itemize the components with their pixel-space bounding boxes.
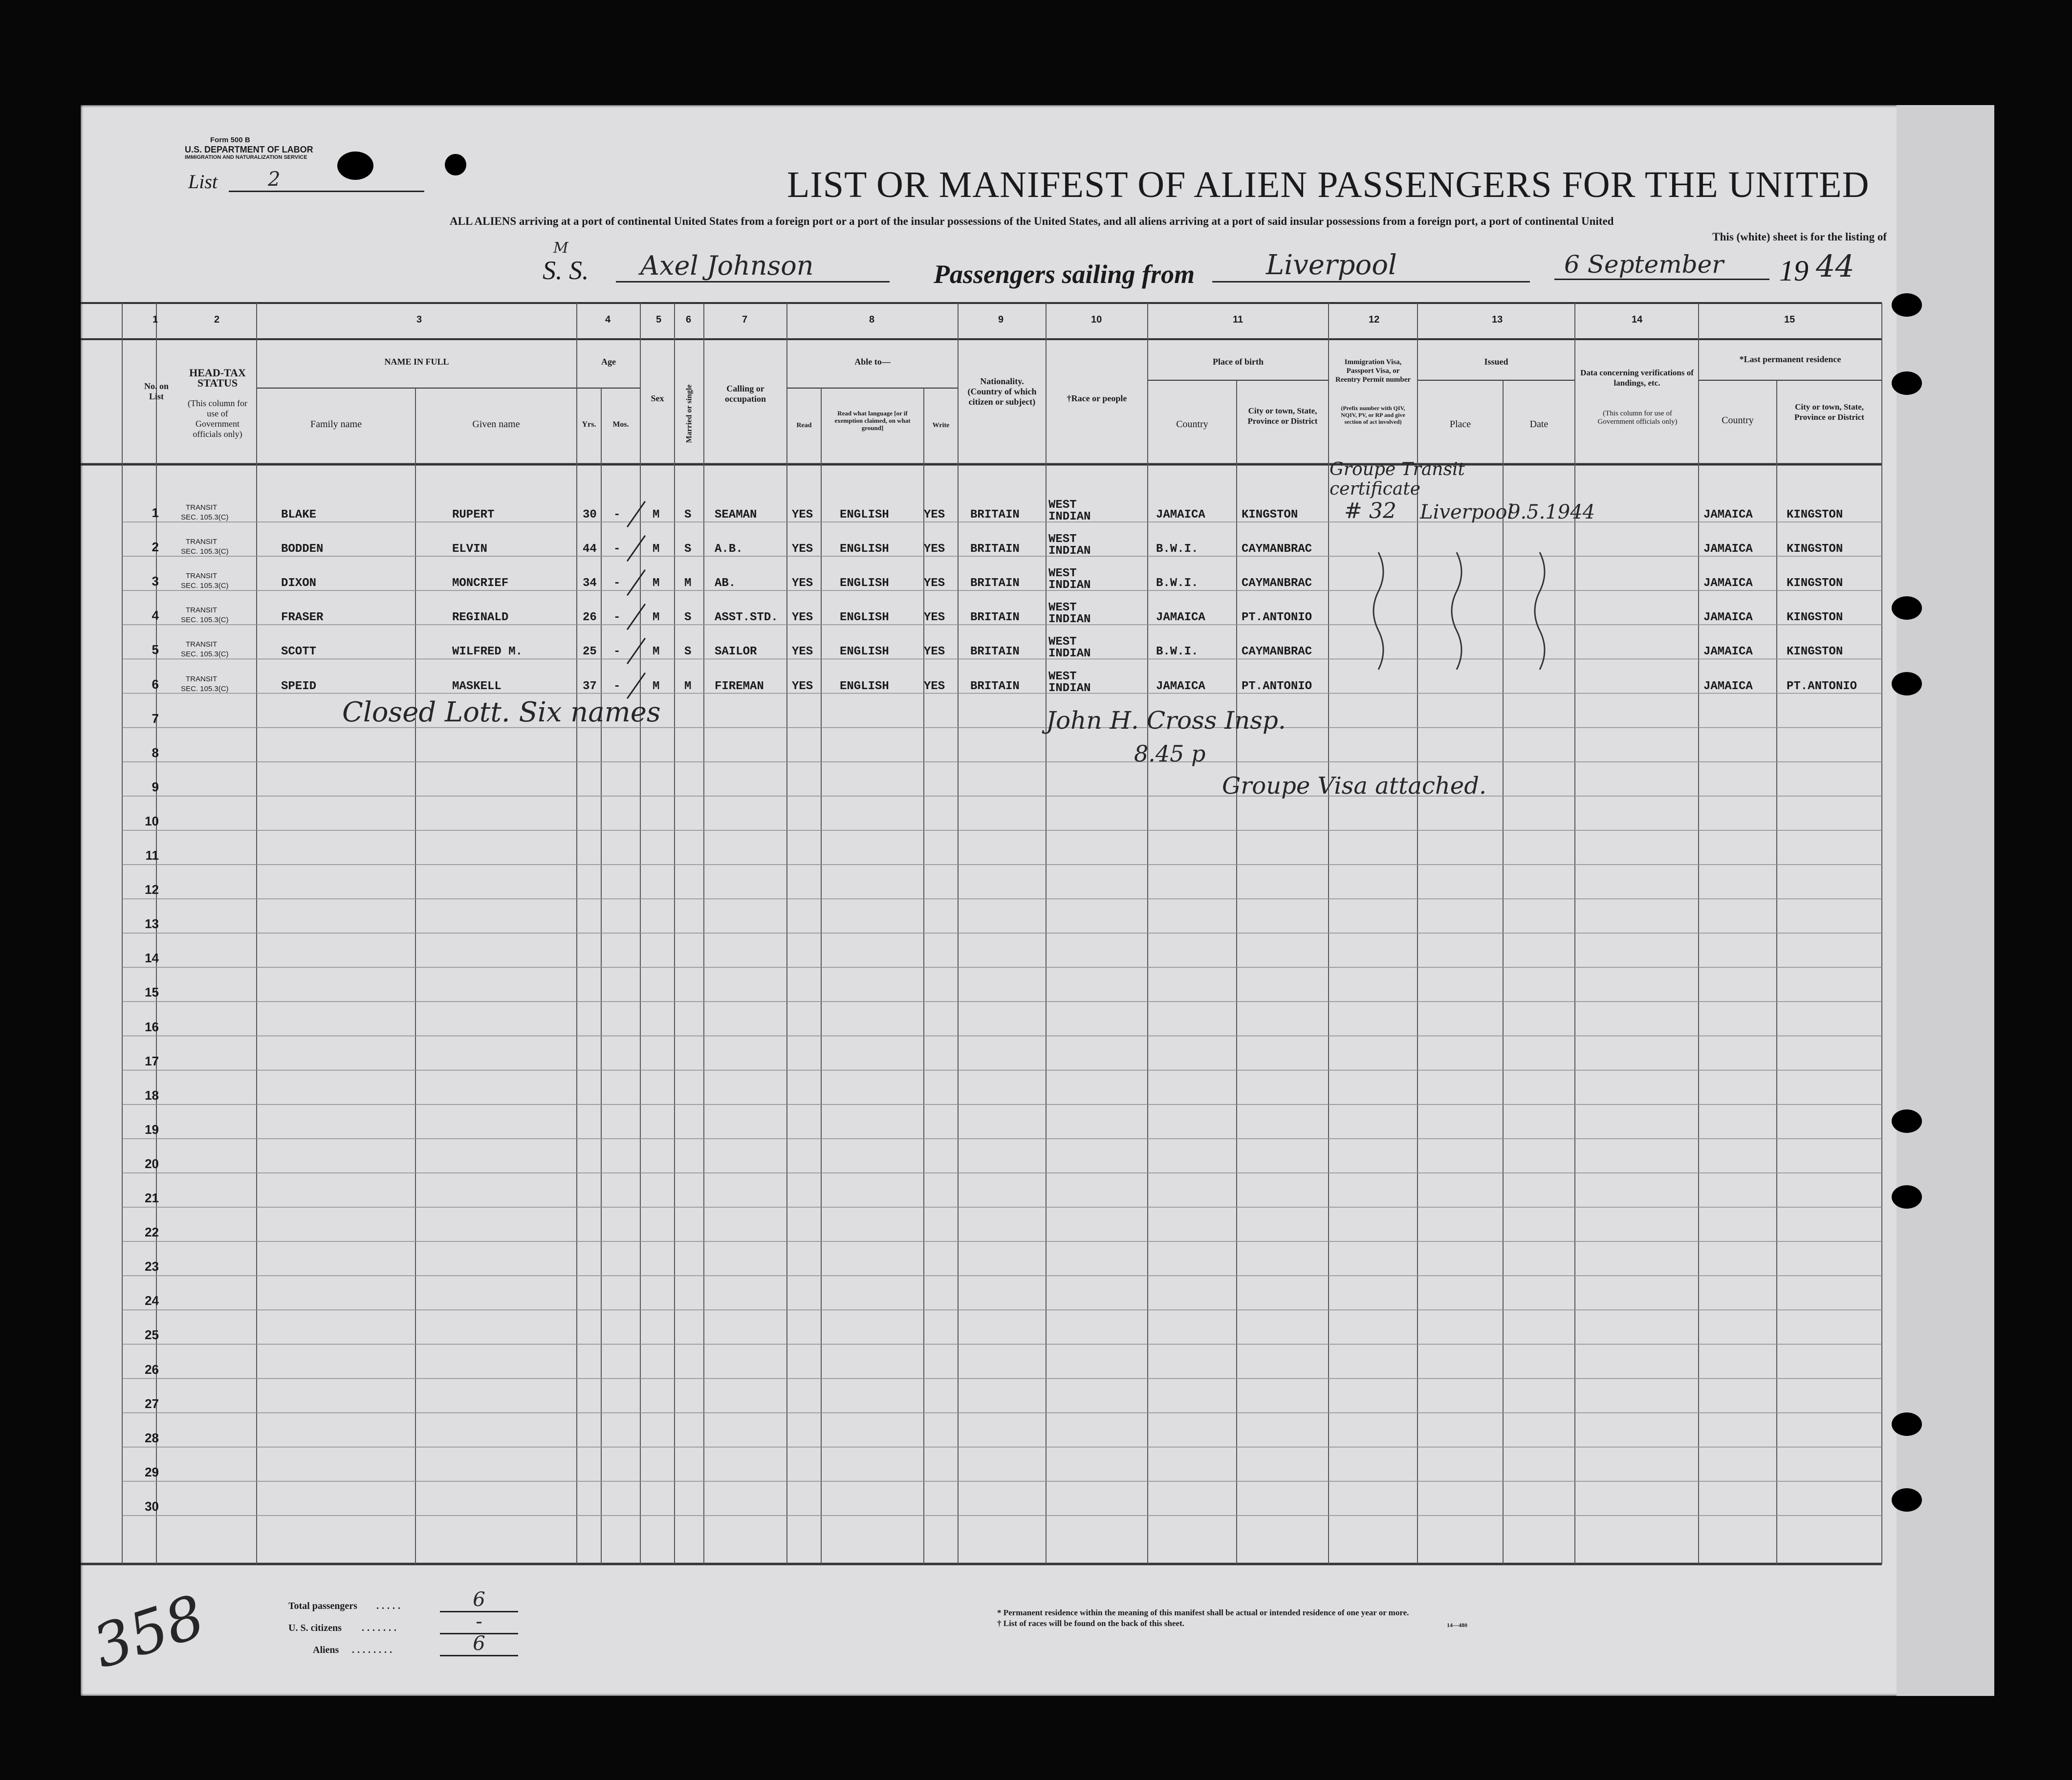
- header-age: Age: [601, 357, 616, 367]
- race-line-1: WEST: [1048, 567, 1077, 581]
- head-tax-status: TRANSIT: [186, 572, 218, 581]
- header-married: Married or single: [685, 384, 694, 443]
- row-number: 27: [145, 1396, 159, 1411]
- birth-country: JAMAICA: [1156, 611, 1205, 625]
- row-number: 26: [145, 1362, 159, 1377]
- sex: M: [653, 679, 660, 693]
- age-years: 30: [583, 508, 597, 521]
- head-tax-status: TRANSIT: [186, 674, 218, 683]
- race-line-1: WEST: [1048, 499, 1077, 512]
- handwritten-certificate: certificate: [1330, 479, 1421, 499]
- header-name-in-full: NAME IN FULL: [384, 357, 449, 367]
- column-number: 11: [1233, 314, 1243, 325]
- row-number: 17: [145, 1053, 159, 1068]
- nationality: BRITAIN: [970, 679, 1020, 693]
- row-number: 20: [145, 1156, 159, 1171]
- row-number: 3: [152, 574, 159, 589]
- sex: M: [653, 577, 660, 590]
- can-write: YES: [924, 645, 945, 659]
- race-line-1: WEST: [1048, 601, 1077, 615]
- birth-country: JAMAICA: [1156, 679, 1205, 693]
- row-number: 16: [145, 1019, 159, 1034]
- list-number: 2: [229, 168, 424, 192]
- occupation: FIREMAN: [715, 679, 764, 693]
- birth-city: PT.ANTONIO: [1242, 679, 1312, 693]
- column-number: 8: [869, 314, 875, 325]
- birth-city: CAYMANBRAC: [1242, 645, 1312, 659]
- given-name: MONCRIEF: [452, 577, 509, 590]
- column-number: 3: [416, 314, 422, 325]
- row-number: 15: [145, 985, 159, 1000]
- age-months: -: [613, 543, 621, 556]
- age-years: 26: [583, 611, 597, 625]
- sailing-date: 6 September: [1554, 250, 1769, 280]
- handwritten-cert-number: # 32: [1344, 499, 1396, 523]
- birth-country: JAMAICA: [1156, 508, 1205, 521]
- row-number: 28: [145, 1430, 159, 1445]
- year-handwritten: 44: [1816, 248, 1854, 284]
- row-number: 19: [145, 1122, 159, 1137]
- header-pob-country: Country: [1176, 419, 1208, 430]
- occupation: SEAMAN: [715, 508, 757, 521]
- residence-country: JAMAICA: [1703, 577, 1753, 590]
- header-last-residence: *Last permanent residence: [1739, 354, 1841, 364]
- row-number: 24: [145, 1293, 159, 1308]
- column-number: 6: [686, 314, 692, 325]
- nationality: BRITAIN: [970, 543, 1020, 556]
- birth-city: KINGSTON: [1242, 508, 1298, 521]
- read-language: ENGLISH: [840, 679, 889, 693]
- residence-city: PT.ANTONIO: [1787, 679, 1857, 693]
- age-years: 37: [583, 679, 597, 693]
- occupation: A.B.: [715, 543, 743, 556]
- can-read: YES: [792, 577, 813, 590]
- age-months: -: [613, 611, 621, 625]
- column-number: 5: [656, 314, 662, 325]
- residence-city: KINGSTON: [1787, 508, 1843, 521]
- header-race: †Race or people: [1067, 393, 1127, 403]
- service-name: IMMIGRATION AND NATURALIZATION SERVICE: [185, 154, 307, 160]
- age-years: 44: [583, 543, 597, 556]
- head-tax-section: SEC. 105.3(C): [181, 513, 229, 521]
- header-able-to: Able to—: [854, 357, 891, 367]
- read-language: ENGLISH: [840, 577, 889, 590]
- handwritten-group-visa: Groupe Visa attached.: [1222, 772, 1487, 800]
- header-family-name: Family name: [310, 419, 362, 430]
- row-number: 9: [152, 779, 159, 794]
- row-number: 7: [152, 711, 159, 726]
- residence-city: KINGSTON: [1787, 611, 1843, 625]
- year-prefix: 19: [1779, 255, 1809, 287]
- row-number: 22: [145, 1225, 159, 1240]
- can-read: YES: [792, 645, 813, 659]
- nationality: BRITAIN: [970, 645, 1020, 659]
- row-number: 13: [145, 916, 159, 932]
- can-write: YES: [924, 508, 945, 521]
- residence-city: KINGSTON: [1787, 577, 1843, 590]
- row-number: 2: [152, 540, 159, 555]
- header-calling: Calling or occupation: [724, 384, 766, 404]
- age-months: -: [613, 508, 621, 521]
- footnote-races: † List of races will be found on the back of this sheet.: [997, 1619, 1184, 1628]
- birth-country: B.W.I.: [1156, 645, 1199, 659]
- residence-country: JAMAICA: [1703, 679, 1753, 693]
- inspector-signature: John H. Cross Insp.: [1046, 706, 1286, 735]
- family-name: FRASER: [281, 611, 324, 625]
- row-number: 1: [152, 505, 159, 520]
- header-sex: Sex: [651, 393, 664, 403]
- age-years: 34: [583, 577, 597, 590]
- vessel-prefix: S. S.: [543, 256, 589, 285]
- aliens-label: Aliens: [313, 1645, 339, 1655]
- ditto-marks: [1369, 543, 1574, 699]
- sex: M: [653, 508, 660, 521]
- residence-country: JAMAICA: [1703, 645, 1753, 659]
- header-res-city: City or town, State, Province or District: [1794, 402, 1864, 422]
- can-write: YES: [924, 679, 945, 693]
- birth-city: CAYMANBRAC: [1242, 543, 1312, 556]
- print-code: 14—480: [1447, 1622, 1467, 1628]
- dot-leader: .......: [362, 1623, 399, 1633]
- nationality: BRITAIN: [970, 508, 1020, 521]
- footnote-residence: * Permanent residence within the meaning of this manifest shall be actual or intended residence of one year or more.: [997, 1608, 1409, 1617]
- subtitle-line-1: ALL ALIENS arriving at a port of continental United States from a foreign port or a port of the insular possessions of the United States, and all aliens arriving at a port of said insular possessions from a foreign port, a port of continental United: [450, 215, 1614, 227]
- column-number: 13: [1492, 314, 1503, 325]
- header-write: Write: [932, 422, 950, 429]
- row-number: 23: [145, 1259, 159, 1274]
- occupation: ASST.STD.: [715, 611, 778, 625]
- column-number: 12: [1369, 314, 1380, 325]
- sex: M: [653, 645, 660, 659]
- race-line-2: INDIAN: [1048, 579, 1091, 592]
- row-number: 21: [145, 1191, 159, 1205]
- total-passengers-value: 6: [440, 1588, 518, 1612]
- header-issued-date: Date: [1529, 419, 1549, 430]
- row-number: 12: [145, 882, 159, 897]
- given-name: RUPERT: [452, 508, 495, 521]
- header-data-note: (This column for use of Government officials only): [1597, 410, 1678, 426]
- sex: M: [653, 611, 660, 625]
- header-issued: Issued: [1484, 357, 1508, 367]
- marital-status: S: [684, 611, 692, 625]
- document-title: LIST OR MANIFEST OF ALIEN PASSENGERS FOR THE UNITED: [787, 164, 1870, 205]
- header-pob-city: City or town, State, Province or District: [1247, 406, 1318, 426]
- head-tax-status: TRANSIT: [186, 503, 218, 512]
- can-write: YES: [924, 611, 945, 625]
- family-name: BLAKE: [281, 508, 317, 521]
- header-no-on-list: No. on List: [144, 381, 169, 401]
- residence-country: JAMAICA: [1703, 508, 1753, 521]
- race-line-2: INDIAN: [1048, 510, 1091, 523]
- margin-number: 358: [85, 1583, 213, 1682]
- read-language: ENGLISH: [840, 508, 889, 521]
- family-name: DIXON: [281, 577, 317, 590]
- column-number: 7: [742, 314, 748, 325]
- race-line-1: WEST: [1048, 670, 1077, 683]
- can-write: YES: [924, 543, 945, 556]
- read-language: ENGLISH: [840, 645, 889, 659]
- head-tax-section: SEC. 105.3(C): [181, 547, 229, 556]
- row-number: 30: [145, 1498, 159, 1514]
- head-tax-status: TRANSIT: [186, 538, 218, 546]
- handwritten-group-transit: Groupe Transit: [1330, 459, 1465, 479]
- can-read: YES: [792, 508, 813, 521]
- residence-country: JAMAICA: [1703, 611, 1753, 625]
- marital-status: S: [684, 645, 692, 659]
- head-tax-section: SEC. 105.3(C): [181, 582, 229, 590]
- column-number: 10: [1091, 314, 1102, 325]
- header-mos: Mos.: [612, 420, 629, 429]
- can-read: YES: [792, 611, 813, 625]
- given-name: ELVIN: [452, 543, 488, 556]
- header-head-tax-note: (This column for use of Government officials only): [188, 398, 247, 439]
- handwritten-closed-note: Closed Lott. Six names: [342, 696, 661, 728]
- head-tax-section: SEC. 105.3(C): [181, 650, 229, 659]
- age-months: -: [613, 645, 621, 659]
- row-number: 29: [145, 1464, 159, 1479]
- row-number: 6: [152, 676, 159, 692]
- race-line-2: INDIAN: [1048, 613, 1091, 627]
- header-data-concerning: Data concerning verifications of landings, etc.: [1580, 368, 1694, 388]
- header-read: Read: [796, 422, 812, 429]
- header-place-of-birth: Place of birth: [1213, 357, 1264, 367]
- total-passengers-label: Total passengers: [288, 1601, 357, 1611]
- nationality: BRITAIN: [970, 577, 1020, 590]
- given-name: WILFRED M.: [452, 645, 523, 659]
- marital-status: M: [684, 679, 692, 693]
- row-number: 14: [145, 951, 159, 966]
- column-number: 9: [998, 314, 1004, 325]
- birth-city: CAYMANBRAC: [1242, 577, 1312, 590]
- race-line-2: INDIAN: [1048, 681, 1091, 695]
- row-number: 18: [145, 1087, 159, 1103]
- handwritten-cert-date: 9.5.1944: [1508, 501, 1595, 523]
- residence-city: KINGSTON: [1787, 543, 1843, 556]
- race-line-2: INDIAN: [1048, 647, 1091, 661]
- form-number: Form 500 B: [210, 136, 250, 144]
- header-issued-place: Place: [1449, 419, 1471, 430]
- occupation: SAILOR: [715, 645, 757, 659]
- residence-country: JAMAICA: [1703, 543, 1753, 556]
- residence-city: KINGSTON: [1787, 645, 1843, 659]
- read-language: ENGLISH: [840, 611, 889, 625]
- age-months: -: [613, 679, 621, 693]
- can-write: YES: [924, 577, 945, 590]
- header-res-country: Country: [1722, 415, 1754, 426]
- read-language: ENGLISH: [840, 543, 889, 556]
- head-tax-section: SEC. 105.3(C): [181, 616, 229, 625]
- given-name: MASKELL: [452, 679, 502, 693]
- marital-status: M: [684, 577, 692, 590]
- nationality: BRITAIN: [970, 611, 1020, 625]
- age-years: 25: [583, 645, 597, 659]
- head-tax-status: TRANSIT: [186, 606, 218, 615]
- row-number: 25: [145, 1327, 159, 1343]
- aliens-value: 6: [440, 1632, 518, 1656]
- head-tax-section: SEC. 105.3(C): [181, 684, 229, 693]
- dot-leader: .....: [376, 1601, 403, 1611]
- column-number: 1: [153, 314, 158, 325]
- row-number: 11: [145, 848, 159, 863]
- header-yrs: Yrs.: [582, 420, 596, 429]
- department-name: U.S. DEPARTMENT OF LABOR: [185, 145, 313, 154]
- row-number: 4: [152, 608, 159, 623]
- column-number: 14: [1632, 314, 1643, 325]
- column-number: 2: [214, 314, 220, 325]
- list-label: List: [188, 171, 218, 193]
- vessel-prefix-hand: M: [553, 239, 568, 257]
- birth-city: PT.ANTONIO: [1242, 611, 1312, 625]
- marital-status: S: [684, 543, 692, 556]
- family-name: SCOTT: [281, 645, 317, 659]
- header-visa-note: (Prefix number with QIV, NQIV, PV, or RP and give section of act involved): [1341, 405, 1405, 425]
- race-line-1: WEST: [1048, 533, 1077, 546]
- family-name: SPEID: [281, 679, 317, 693]
- family-name: BODDEN: [281, 543, 324, 556]
- race-line-2: INDIAN: [1048, 544, 1091, 558]
- column-number: 4: [605, 314, 611, 325]
- dot-leader: ........: [352, 1645, 395, 1655]
- row-number: 5: [152, 642, 159, 657]
- subtitle-line-2: This (white) sheet is for the listing of: [1712, 231, 1887, 243]
- can-read: YES: [792, 679, 813, 693]
- header-nationality: Nationality. (Country of which citizen or subject): [967, 376, 1037, 407]
- row-number: 10: [145, 813, 159, 828]
- birth-country: B.W.I.: [1156, 577, 1199, 590]
- handwritten-cert-place: Liverpool: [1420, 501, 1514, 523]
- header-read-language: Read what language [or if exemption claimed, on what ground]: [834, 410, 911, 432]
- sex: M: [653, 543, 660, 556]
- header-visa: Immigration Visa, Passport Visa, or Reentry Permit number: [1335, 358, 1411, 384]
- sailing-label: Passengers sailing from: [934, 260, 1195, 289]
- column-number: 15: [1784, 314, 1795, 325]
- age-months: -: [613, 577, 621, 590]
- birth-country: B.W.I.: [1156, 543, 1199, 556]
- row-number: 8: [152, 745, 159, 760]
- vessel-name: Axel Johnson: [616, 250, 890, 282]
- us-citizens-value: -: [440, 1610, 518, 1634]
- marital-status: S: [684, 508, 692, 521]
- sailing-port: Liverpool: [1212, 249, 1530, 282]
- occupation: AB.: [715, 577, 736, 590]
- header-head-tax: HEAD-TAX STATUS: [189, 367, 246, 389]
- us-citizens-label: U. S. citizens: [288, 1623, 342, 1633]
- header-given-name: Given name: [472, 419, 520, 430]
- race-line-1: WEST: [1048, 635, 1077, 649]
- head-tax-status: TRANSIT: [186, 640, 218, 649]
- handwritten-time: 8.45 p: [1134, 740, 1206, 767]
- can-read: YES: [792, 543, 813, 556]
- given-name: REGINALD: [452, 611, 509, 625]
